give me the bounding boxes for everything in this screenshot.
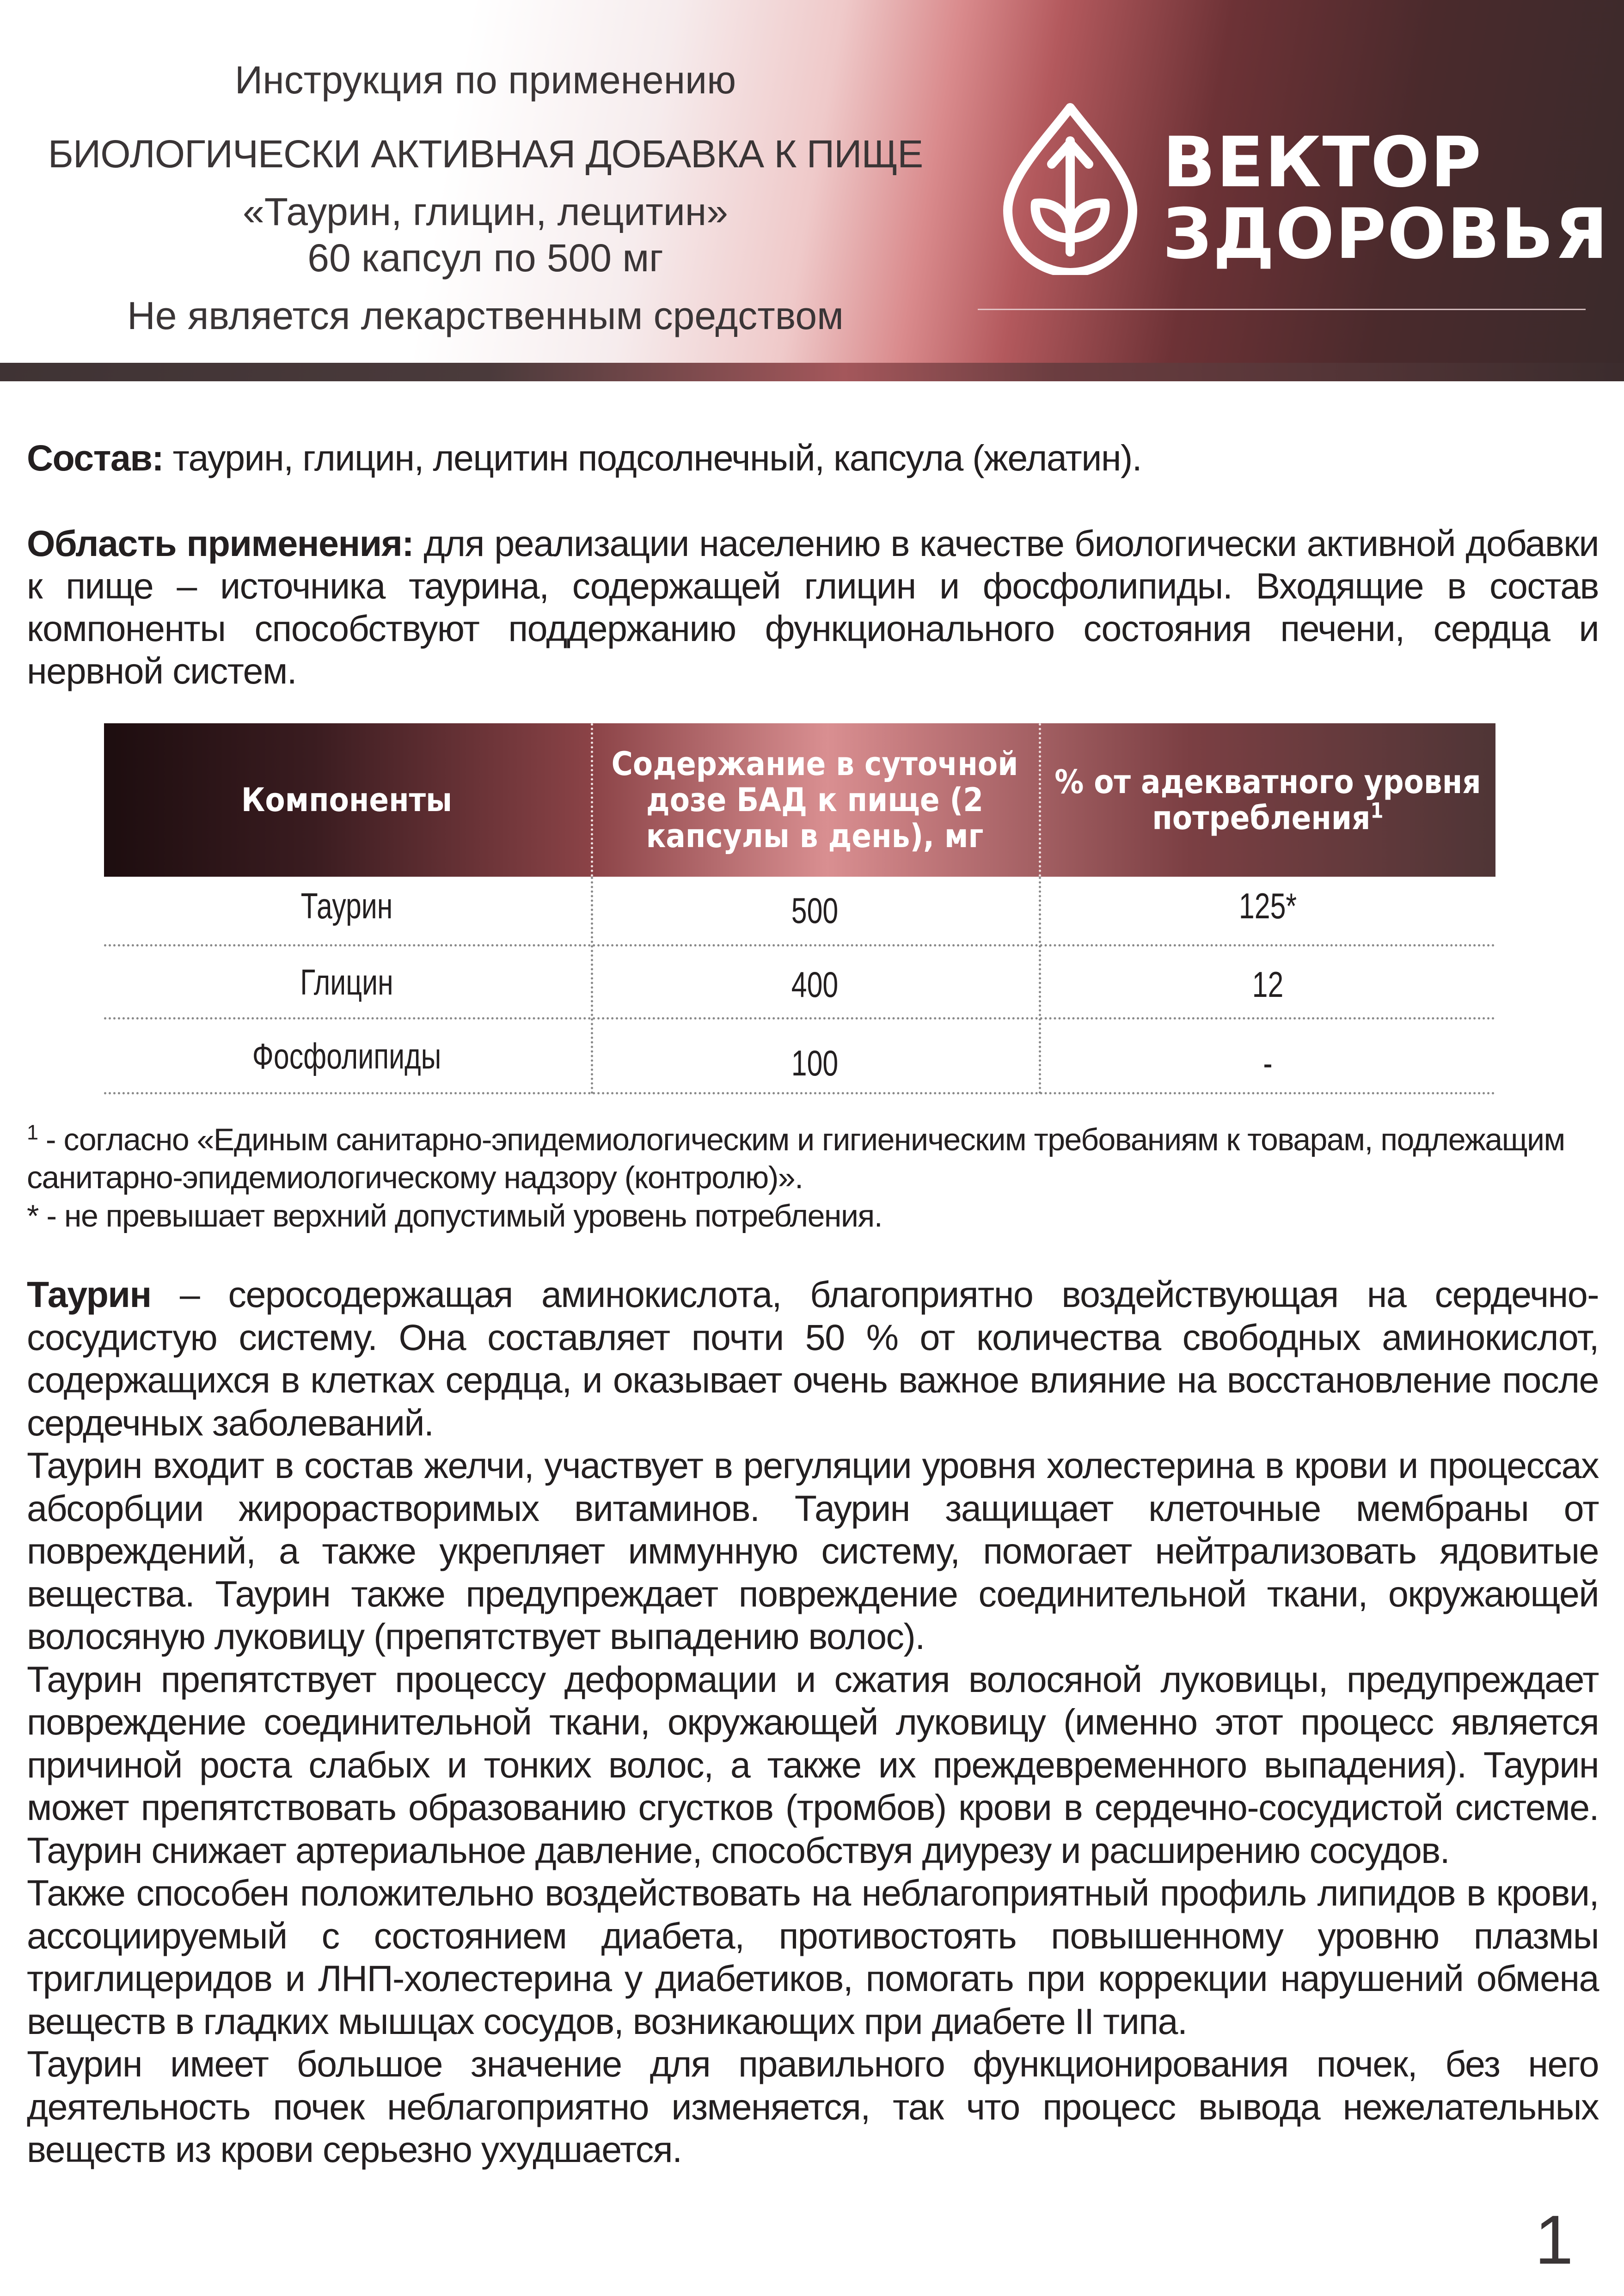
header-column-divider xyxy=(1039,723,1041,877)
table-cell-percent: - xyxy=(1263,1043,1273,1083)
composition-text: таурин, глицин, лецитин подсолнечный, капсула (желатин). xyxy=(163,437,1142,478)
scope-label: Область применения: xyxy=(27,523,414,564)
table-header-content xyxy=(592,723,1038,877)
table-column-divider xyxy=(1039,877,1041,1094)
table-header-components xyxy=(104,723,589,877)
scope-paragraph xyxy=(27,522,1599,692)
medicine-disclaimer: Не является лекарственным средством xyxy=(127,294,844,337)
table-cell-component: Таурин xyxy=(300,885,393,926)
table-cell-percent: 125* xyxy=(1238,885,1297,926)
taurine-paragraph-2: Таурин входит в состав желчи, участвует в регуляции уровня холестерина в крови и процессах абсорбции жирорастворимых витаминов. Таурин защищает клеточные мембраны от повреждений, а также укрепляет иммунную систему, помогает нейтрализовать ядовитые вещества. Таурин также предупреждает повреждение соединительной ткани, окружающей волосяную луковицу (препятствует выпадению волос). xyxy=(27,1445,1599,1657)
table-cell-content: 100 xyxy=(791,1043,839,1083)
footnote-1 xyxy=(27,1121,1599,1197)
taurine-paragraph-5: Таурин имеет большое значение для правильного функционирования почек, без него деятельность почек неблагоприятно изменяется, так что процесс вывода нежелательных веществ из крови серьезно ухудшается. xyxy=(27,2043,1599,2170)
product-dosage: 60 капсул по 500 мг xyxy=(307,236,663,280)
table-cell-percent: 12 xyxy=(1252,964,1284,1005)
table-cell-component: Фосфолипиды xyxy=(252,1036,441,1076)
table-header-percent-label xyxy=(1040,764,1495,836)
header-bottom-stripe xyxy=(0,363,1624,381)
taurine-paragraph-3: Таурин препятствует процессу деформации и сжатия волосяной луковицы, предупреждает повреждение соединительной ткани, окружающей луковицу (именно этот процесс является причиной роста слабых и тонких волос, а также их преждевременного выпадения). Таурин может препятствовать образованию сгустков (тромбов) крови в сердечно-сосудистой системе. Таурин снижает артериальное давление, способствуя диурезу и расширению сосудов. xyxy=(27,1658,1599,1871)
brand-divider xyxy=(978,309,1586,310)
table-header-content-label: Содержание в суточной дозе БАД к пище (2 капсулы в день), мг xyxy=(611,745,1018,855)
drop-arrow-sprout-icon xyxy=(994,99,1146,275)
table-column-divider xyxy=(591,877,593,1094)
brand-name-line1: ВЕКТОР xyxy=(1163,122,1483,203)
table-row-divider xyxy=(104,1017,1495,1020)
taurine-paragraph-4: Также способен положительно воздействовать на неблагоприятный профиль липидов в крови, ассоциируемый с состоянием диабета, противостоять повышенному уровню плазмы триглицеридов и ЛНП-холестерина у диабетиков, помогать при коррекции нарушений обмена веществ в гладких мышцах сосудов, возникающих при диабете II типа. xyxy=(27,1872,1599,2042)
footnote-1-text: - согласно «Единым санитарно-эпидемиологическим и гигиеническим требованиям к товарам, подлежащим санитарно-эпидемиологическому надзору (контролю)». xyxy=(27,1122,1565,1195)
composition-paragraph xyxy=(27,437,1599,479)
table-row-divider xyxy=(104,944,1495,946)
page-number: 1 xyxy=(1535,2201,1574,2278)
brand-name-line2: ЗДОРОВЬЯ xyxy=(1163,194,1609,275)
taurine-label: Таурин xyxy=(27,1274,151,1315)
instruction-title: Инструкция по применению xyxy=(234,58,736,102)
footnote-1-mark: 1 xyxy=(27,1120,38,1144)
table-header-percent xyxy=(1040,723,1495,877)
footnote-asterisk: * - не превышает верхний допустимый уровень потребления. xyxy=(27,1198,882,1233)
scope-text: для реализации населению в качестве биологически активной добавки к пище – источника таурина, содержащей глицин и фосфолипиды. Входящие в состав компоненты способствуют поддержанию функционального состояния печени, сердца и нервной систем. xyxy=(27,523,1599,691)
taurine-paragraph-1-text: – серосодержащая аминокислота, благоприятно воздействующая на сердечно-сосудистую систему. Она составляет почти 50 % от количества свободных аминокислот, содержащихся в клетках сердца, и оказывает очень важное влияние на восстановление после сердечных заболеваний. xyxy=(27,1274,1599,1443)
product-category: БИОЛОГИЧЕСКИ АКТИВНАЯ ДОБАВКА К ПИЩЕ xyxy=(48,132,923,176)
table-header-percent-sup: 1 xyxy=(1370,798,1384,823)
table-cell-content: 500 xyxy=(791,890,839,931)
header-column-divider xyxy=(591,723,593,877)
taurine-paragraph-1 xyxy=(27,1273,1599,1444)
table-cell-component: Глицин xyxy=(300,962,393,1002)
product-name: «Таурин, глицин, лецитин» xyxy=(243,190,728,233)
composition-label: Состав: xyxy=(27,437,164,478)
table-header-components-label: Компоненты xyxy=(241,781,453,819)
table-header-percent-text: % от адекватного уровня потребления xyxy=(1054,763,1481,837)
taurine-section xyxy=(27,1273,1599,2171)
table-cell-content: 400 xyxy=(791,964,839,1005)
table-row-divider xyxy=(104,1092,1495,1094)
